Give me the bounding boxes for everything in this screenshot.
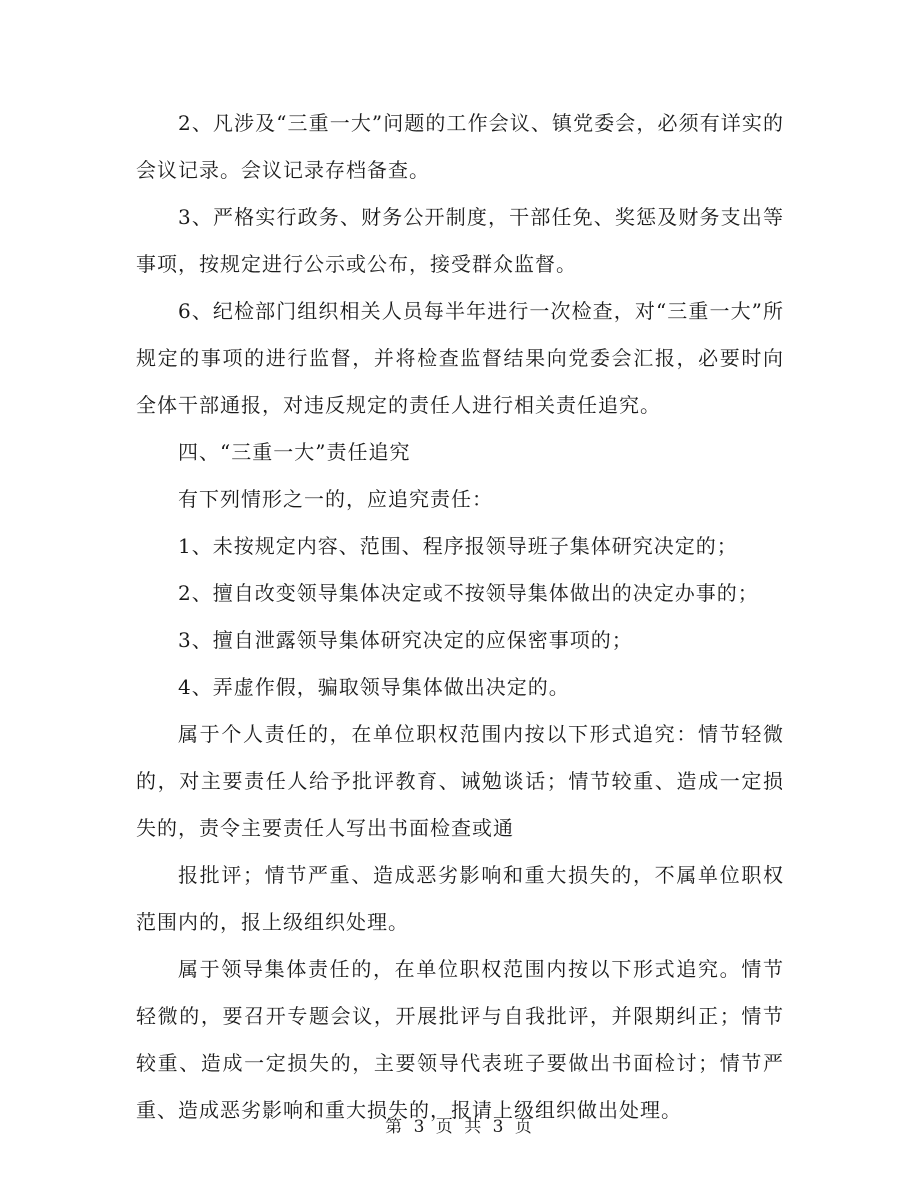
paragraph-conditions-intro: 有下列情形之一的，应追究责任： [178, 487, 493, 511]
section-heading-accountability: 四、“三重一大”责任追究 [178, 440, 411, 464]
paragraph-individual-responsibility: 属于个人责任的，在单位职权范围内按以下形式追究：情节轻微的，对主要责任人给予批评教育、诫勉谈话；情节较重、造成一定损失的，责令主要责任人写出书面检查或通 [136, 722, 784, 840]
paragraph-item-3-public-disclosure: 3、严格实行政务、财务公开制度，干部任免、奖惩及财务支出等事项，按规定进行公示或公布，接受群众监督。 [136, 205, 784, 276]
list-item-condition-4: 4、弄虚作假，骗取领导集体做出决定的。 [178, 675, 570, 699]
paragraph-item-6-inspection: 6、纪检部门组织相关人员每半年进行一次检查，对“三重一大”所规定的事项的进行监督，并将检查监督结果向党委会汇报，必要时向全体干部通报，对违反规定的责任人进行相关责任追究。 [136, 299, 784, 417]
list-item-condition-3: 3、擅自泄露领导集体研究决定的应保密事项的； [178, 628, 633, 652]
paragraph-collective-responsibility: 属于领导集体责任的，在单位职权范围内按以下形式追究。情节轻微的，要召开专题会议，开展批评与自我批评，并限期纠正；情节较重、造成一定损失的，主要领导代表班子要做出书面检讨；情节严重、造成恶劣影响和重大损失的，报请上级组织做出处理。 [136, 957, 784, 1122]
paragraph-individual-responsibility-continued: 报批评；情节严重、造成恶劣影响和重大损失的，不属单位职权范围内的，报上级组织处理。 [136, 863, 784, 934]
paragraph-item-2-meeting-records: 2、凡涉及“三重一大”问题的工作会议、镇党委会，必须有详实的会议记录。会议记录存档备查。 [136, 111, 784, 182]
page-number-footer: 第 3 页 共 3 页 [385, 1117, 535, 1137]
list-item-condition-1: 1、未按规定内容、范围、程序报领导班子集体研究决定的； [178, 534, 738, 558]
list-item-condition-2: 2、擅自改变领导集体决定或不按领导集体做出的决定办事的； [178, 581, 759, 605]
document-body [136, 100, 784, 1134]
